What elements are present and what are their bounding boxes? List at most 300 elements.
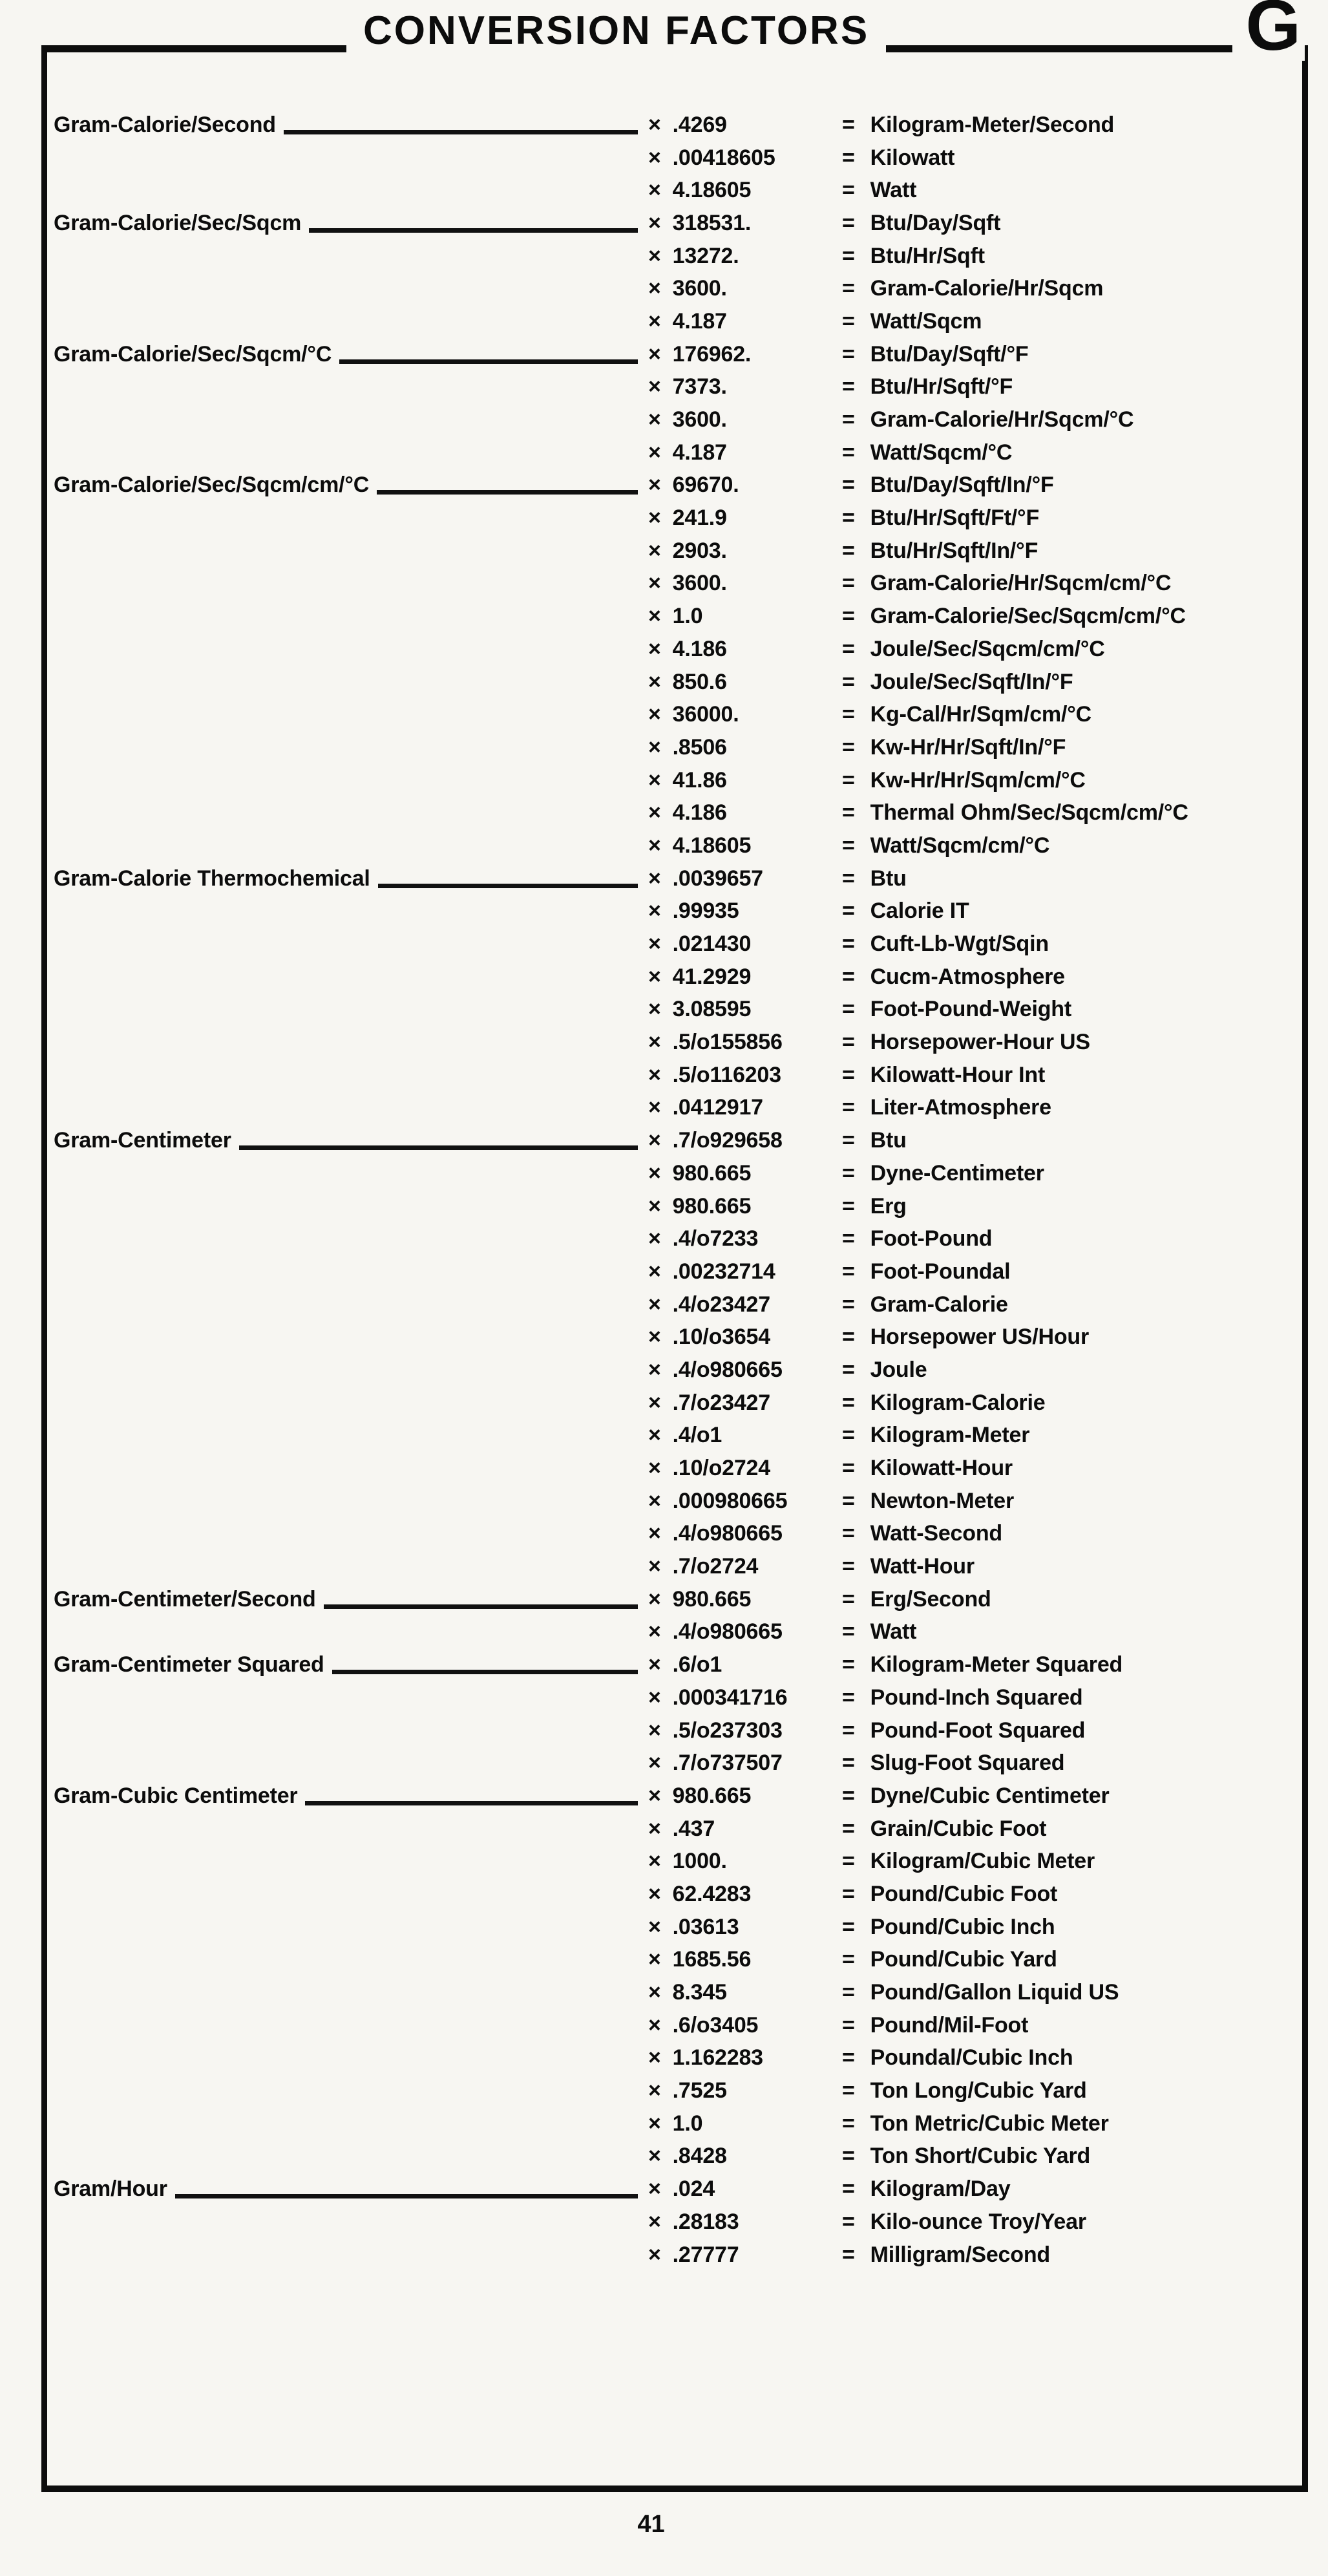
multiply-sign: × (648, 866, 661, 891)
multiply-sign: × (648, 538, 661, 563)
target-cell (842, 2242, 1289, 2268)
factor-value: 3600. (672, 571, 727, 596)
factor-cell (648, 1652, 842, 1677)
target-unit-label: Joule/Sec/Sqft/In/°F (870, 669, 1073, 694)
equals-sign: = (842, 767, 855, 793)
multiply-sign: × (648, 800, 661, 825)
factor-value: 176962. (672, 341, 752, 367)
conversion-row (54, 1124, 1289, 1157)
factor-cell (648, 2013, 842, 2038)
source-unit-label: Gram-Centimeter/Second (54, 1586, 316, 1612)
target-unit-label: Slug-Foot Squared (870, 1751, 1065, 1776)
factor-value: 2903. (672, 538, 727, 563)
target-cell (842, 1095, 1289, 1120)
source-cell (54, 1783, 648, 1809)
leader-line (239, 1145, 638, 1150)
conversion-row (54, 2173, 1289, 2206)
target-cell (842, 1718, 1289, 1743)
target-cell (842, 997, 1289, 1022)
target-cell (842, 604, 1289, 629)
leader-line (305, 1801, 638, 1805)
factor-value: 62.4283 (672, 1881, 752, 1906)
conversion-row (54, 469, 1289, 502)
target-unit-label: Kilogram/Cubic Meter (870, 1849, 1095, 1874)
target-unit-label: Gram-Calorie/Hr/Sqcm (870, 276, 1104, 301)
leader-line (309, 228, 638, 233)
multiply-sign: × (648, 276, 661, 301)
target-unit-label: Kilogram-Meter/Second (870, 112, 1115, 137)
target-unit-label: Pound/Mil-Foot (870, 2012, 1029, 2038)
equals-sign: = (842, 145, 855, 170)
target-unit-label: Btu (870, 866, 907, 891)
source-unit-label: Gram-Calorie/Sec/Sqcm (54, 210, 302, 235)
equals-sign: = (842, 1980, 855, 2005)
factor-cell (648, 1685, 842, 1710)
target-unit-label: Btu (870, 1128, 907, 1153)
target-cell (842, 2013, 1289, 2038)
target-unit-label: Btu/Hr/Sqft/Ft/°F (870, 506, 1040, 531)
factor-cell (648, 407, 842, 432)
leader-line (175, 2194, 638, 2198)
factor-value: 8.345 (672, 1980, 727, 2005)
target-cell (842, 866, 1289, 891)
page-title: CONVERSION FACTORS (346, 8, 886, 54)
target-cell (842, 244, 1289, 269)
conversion-row (54, 1354, 1289, 1387)
factor-cell (648, 1063, 842, 1088)
target-cell (842, 2045, 1289, 2070)
conversion-row (54, 207, 1289, 240)
equals-sign: = (842, 2144, 855, 2169)
target-cell (842, 506, 1289, 531)
factor-cell (648, 1194, 842, 1219)
conversion-row (54, 731, 1289, 764)
factor-cell (648, 538, 842, 564)
factor-value: .7/o929658 (672, 1128, 783, 1153)
conversion-row (54, 305, 1289, 338)
source-unit-label: Gram-Calorie Thermochemical (54, 866, 370, 891)
factor-value: .7525 (672, 2078, 727, 2103)
conversion-row (54, 1321, 1289, 1354)
source-unit-label: Gram-Centimeter (54, 1128, 231, 1153)
multiply-sign: × (648, 210, 661, 235)
factor-cell (648, 1357, 842, 1383)
factor-cell (648, 571, 842, 596)
target-unit-label: Foot-Pound-Weight (870, 997, 1071, 1022)
factor-value: 850.6 (672, 669, 727, 694)
target-unit-label: Btu/Hr/Sqft/In/°F (870, 538, 1038, 563)
target-unit-label: Kilowatt-Hour (870, 1456, 1013, 1481)
target-unit-label: Pound-Inch Squared (870, 1685, 1083, 1710)
target-cell (842, 670, 1289, 695)
target-cell (842, 964, 1289, 990)
target-unit-label: Pound-Foot Squared (870, 1718, 1086, 1743)
conversion-row (54, 371, 1289, 404)
multiply-sign: × (648, 2078, 661, 2103)
target-cell (842, 2078, 1289, 2103)
equals-sign: = (842, 1488, 855, 1513)
target-cell (842, 1980, 1289, 2005)
factor-value: .000980665 (672, 1488, 788, 1513)
factor-value: .8428 (672, 2144, 727, 2169)
multiply-sign: × (648, 1488, 661, 1513)
factor-cell (648, 309, 842, 334)
conversion-row (54, 1288, 1289, 1321)
equals-sign: = (842, 1128, 855, 1153)
target-cell (842, 2209, 1289, 2235)
multiply-sign: × (648, 1619, 661, 1645)
equals-sign: = (842, 276, 855, 301)
multiply-sign: × (648, 2111, 661, 2136)
factor-value: 3600. (672, 407, 727, 432)
factor-cell (648, 1030, 842, 1055)
multiply-sign: × (648, 1849, 661, 1874)
conversion-row (54, 1222, 1289, 1255)
factor-cell (648, 735, 842, 760)
conversion-row (54, 2206, 1289, 2239)
target-unit-label: Btu/Day/Sqft/In/°F (870, 473, 1054, 498)
target-unit-label: Ton Short/Cubic Yard (870, 2144, 1091, 2169)
equals-sign: = (842, 178, 855, 203)
target-cell (842, 440, 1289, 465)
factor-cell (648, 1947, 842, 1972)
conversion-row (54, 698, 1289, 731)
factor-cell (648, 1783, 842, 1809)
equals-sign: = (842, 1226, 855, 1251)
target-cell (842, 702, 1289, 727)
conversion-row (54, 1944, 1289, 1977)
factor-cell (648, 112, 842, 138)
factor-value: .03613 (672, 1914, 739, 1939)
factor-cell (648, 1587, 842, 1612)
target-cell (842, 1128, 1289, 1153)
conversion-row (54, 142, 1289, 175)
multiply-sign: × (648, 1456, 661, 1481)
multiply-sign: × (648, 2177, 661, 2202)
content-box (41, 45, 1308, 2492)
target-cell (842, 800, 1289, 825)
target-unit-label: Kw-Hr/Hr/Sqft/In/°F (870, 734, 1066, 760)
conversion-row (54, 1747, 1289, 1780)
multiply-sign: × (648, 931, 661, 957)
equals-sign: = (842, 866, 855, 891)
multiply-sign: × (648, 1685, 661, 1710)
conversion-row (54, 994, 1289, 1027)
equals-sign: = (842, 1521, 855, 1546)
conversion-row (54, 1157, 1289, 1190)
target-cell (842, 899, 1289, 924)
factor-cell (648, 244, 842, 269)
equals-sign: = (842, 1423, 855, 1448)
target-unit-label: Pound/Cubic Inch (870, 1914, 1055, 1939)
equals-sign: = (842, 407, 855, 432)
target-cell (842, 342, 1289, 367)
target-cell (842, 276, 1289, 301)
equals-sign: = (842, 1652, 855, 1677)
source-cell (54, 1652, 648, 1677)
factor-value: 980.665 (672, 1783, 752, 1808)
equals-sign: = (842, 669, 855, 694)
equals-sign: = (842, 506, 855, 531)
multiply-sign: × (648, 899, 661, 924)
factor-value: .00418605 (672, 145, 775, 170)
equals-sign: = (842, 1259, 855, 1284)
target-cell (842, 1554, 1289, 1579)
multiply-sign: × (648, 1783, 661, 1808)
multiply-sign: × (648, 571, 661, 596)
conversion-row (54, 502, 1289, 535)
factor-value: .6/o3405 (672, 2012, 759, 2038)
multiply-sign: × (648, 1718, 661, 1743)
conversion-row (54, 1583, 1289, 1616)
multiply-sign: × (648, 308, 661, 334)
equals-sign: = (842, 341, 855, 367)
factor-cell (648, 506, 842, 531)
conversion-row (54, 338, 1289, 371)
factor-value: .5/o237303 (672, 1718, 783, 1743)
multiply-sign: × (648, 1881, 661, 1906)
target-cell (842, 1521, 1289, 1546)
factor-cell (648, 2078, 842, 2103)
target-unit-label: Kilogram-Calorie (870, 1390, 1046, 1415)
factor-cell (648, 1718, 842, 1743)
multiply-sign: × (648, 833, 661, 858)
equals-sign: = (842, 833, 855, 858)
target-cell (842, 768, 1289, 793)
conversion-row (54, 961, 1289, 994)
factor-cell (648, 931, 842, 957)
equals-sign: = (842, 1685, 855, 1710)
conversion-row (54, 1485, 1289, 1518)
target-unit-label: Foot-Pound (870, 1226, 993, 1251)
source-unit-label: Gram-Cubic Centimeter (54, 1783, 298, 1808)
equals-sign: = (842, 2045, 855, 2070)
equals-sign: = (842, 1292, 855, 1317)
factor-cell (648, 800, 842, 825)
factor-cell (648, 1259, 842, 1284)
target-unit-label: Pound/Cubic Yard (870, 1947, 1057, 1972)
factor-value: 4.186 (672, 800, 727, 825)
factor-value: .000341716 (672, 1685, 788, 1710)
multiply-sign: × (648, 1325, 661, 1350)
target-cell (842, 1619, 1289, 1645)
target-cell (842, 2177, 1289, 2202)
factor-cell (648, 440, 842, 465)
conversion-row (54, 1878, 1289, 1911)
target-cell (842, 1947, 1289, 1972)
target-unit-label: Foot-Poundal (870, 1259, 1011, 1284)
multiply-sign: × (648, 1095, 661, 1120)
page-number: 41 (637, 2511, 665, 2538)
equals-sign: = (842, 210, 855, 235)
factor-cell (648, 1816, 842, 1842)
equals-sign: = (842, 1095, 855, 1120)
target-cell (842, 2111, 1289, 2136)
multiply-sign: × (648, 440, 661, 465)
equals-sign: = (842, 2078, 855, 2103)
factor-cell (648, 1554, 842, 1579)
target-cell (842, 211, 1289, 236)
target-cell (842, 1390, 1289, 1416)
target-unit-label: Btu/Hr/Sqft (870, 243, 985, 268)
target-cell (842, 1325, 1289, 1350)
source-cell (54, 866, 648, 891)
factor-cell (648, 342, 842, 367)
conversion-table (47, 52, 1302, 2271)
multiply-sign: × (648, 1586, 661, 1612)
conversion-row (54, 1255, 1289, 1288)
conversion-row (54, 2107, 1289, 2140)
factor-value: 318531. (672, 210, 752, 235)
multiply-sign: × (648, 1357, 661, 1382)
equals-sign: = (842, 112, 855, 137)
factor-cell (648, 1980, 842, 2005)
factor-value: 1.0 (672, 604, 703, 629)
target-unit-label: Cucm-Atmosphere (870, 964, 1065, 989)
factor-cell (648, 833, 842, 858)
target-cell (842, 1489, 1289, 1514)
target-cell (842, 473, 1289, 498)
factor-value: .4/o23427 (672, 1292, 770, 1317)
target-cell (842, 637, 1289, 662)
target-unit-label: Gram-Calorie (870, 1292, 1008, 1317)
factor-cell (648, 2177, 842, 2202)
factor-value: .10/o2724 (672, 1456, 770, 1481)
conversion-row (54, 1911, 1289, 1944)
factor-value: 980.665 (672, 1586, 752, 1612)
target-unit-label: Dyne/Cubic Centimeter (870, 1783, 1110, 1808)
conversion-row (54, 1813, 1289, 1846)
leader-line (378, 884, 638, 888)
factor-cell (648, 178, 842, 203)
equals-sign: = (842, 1062, 855, 1087)
factor-value: 241.9 (672, 506, 727, 531)
conversion-row (54, 403, 1289, 436)
source-unit-label: Gram/Hour (54, 2177, 167, 2202)
multiply-sign: × (648, 669, 661, 694)
factor-cell (648, 211, 842, 236)
factor-value: .4/o7233 (672, 1226, 759, 1251)
multiply-sign: × (648, 1128, 661, 1153)
factor-cell (648, 276, 842, 301)
multiply-sign: × (648, 2144, 661, 2169)
target-cell (842, 1685, 1289, 1710)
factor-cell (648, 1226, 842, 1251)
equals-sign: = (842, 571, 855, 596)
factor-cell (648, 768, 842, 793)
multiply-sign: × (648, 407, 661, 432)
target-cell (842, 1816, 1289, 1842)
factor-value: .7/o737507 (672, 1751, 783, 1776)
target-unit-label: Horsepower US/Hour (870, 1325, 1089, 1350)
multiply-sign: × (648, 964, 661, 989)
factor-value: .8506 (672, 734, 727, 760)
target-unit-label: Poundal/Cubic Inch (870, 2045, 1073, 2070)
multiply-sign: × (648, 997, 661, 1022)
factor-value: .0412917 (672, 1095, 763, 1120)
factor-cell (648, 473, 842, 498)
multiply-sign: × (648, 734, 661, 760)
multiply-sign: × (648, 604, 661, 629)
target-cell (842, 178, 1289, 203)
target-unit-label: Gram-Calorie/Hr/Sqcm/cm/°C (870, 571, 1172, 596)
target-unit-label: Calorie IT (870, 899, 969, 924)
factor-value: .5/o155856 (672, 1030, 783, 1055)
multiply-sign: × (648, 1226, 661, 1251)
multiply-sign: × (648, 1980, 661, 2005)
source-cell (54, 1128, 648, 1153)
target-unit-label: Kilowatt (870, 145, 955, 170)
conversion-row (54, 535, 1289, 568)
factor-cell (648, 866, 842, 891)
factor-value: 1.162283 (672, 2045, 763, 2070)
factor-cell (648, 1849, 842, 1874)
leader-line (284, 130, 638, 134)
target-cell (842, 1226, 1289, 1251)
target-unit-label: Grain/Cubic Foot (870, 1816, 1047, 1841)
factor-value: 1000. (672, 1849, 727, 1874)
equals-sign: = (842, 1357, 855, 1382)
factor-value: .437 (672, 1816, 715, 1841)
factor-value: .0039657 (672, 866, 763, 891)
equals-sign: = (842, 2111, 855, 2136)
conversion-row (54, 600, 1289, 633)
conversion-row (54, 1452, 1289, 1485)
conversion-row (54, 2074, 1289, 2107)
target-unit-label: Gram-Calorie/Sec/Sqcm/cm/°C (870, 604, 1186, 629)
target-cell (842, 1292, 1289, 1317)
target-cell (842, 1423, 1289, 1448)
target-unit-label: Btu/Day/Sqft/°F (870, 341, 1029, 367)
factor-value: 4.18605 (672, 178, 752, 203)
factor-value: 3.08595 (672, 997, 752, 1022)
target-unit-label: Joule (870, 1357, 927, 1382)
target-cell (842, 112, 1289, 138)
equals-sign: = (842, 931, 855, 957)
target-cell (842, 2144, 1289, 2169)
factor-value: .4/o980665 (672, 1357, 783, 1382)
leader-line (339, 359, 638, 364)
multiply-sign: × (648, 2045, 661, 2070)
target-cell (842, 1456, 1289, 1481)
conversion-row (54, 928, 1289, 961)
equals-sign: = (842, 1554, 855, 1579)
conversion-row (54, 568, 1289, 601)
factor-cell (648, 1095, 842, 1120)
target-unit-label: Ton Long/Cubic Yard (870, 2078, 1087, 2103)
equals-sign: = (842, 2012, 855, 2038)
source-unit-label: Gram-Calorie/Sec/Sqcm/°C (54, 341, 332, 367)
target-cell (842, 1259, 1289, 1284)
factor-value: 980.665 (672, 1193, 752, 1219)
conversion-row (54, 1616, 1289, 1649)
factor-value: 1.0 (672, 2111, 703, 2136)
factor-cell (648, 702, 842, 727)
conversion-row (54, 895, 1289, 928)
factor-value: 13272. (672, 243, 739, 268)
source-cell (54, 112, 648, 138)
conversion-row (54, 436, 1289, 469)
target-cell (842, 1063, 1289, 1088)
conversion-row (54, 633, 1289, 666)
factor-value: .7/o23427 (672, 1390, 770, 1415)
equals-sign: = (842, 1619, 855, 1645)
target-unit-label: Watt/Sqcm/°C (870, 440, 1013, 465)
target-cell (842, 735, 1289, 760)
equals-sign: = (842, 1914, 855, 1939)
conversion-row (54, 2140, 1289, 2173)
factor-value: 41.2929 (672, 964, 752, 989)
